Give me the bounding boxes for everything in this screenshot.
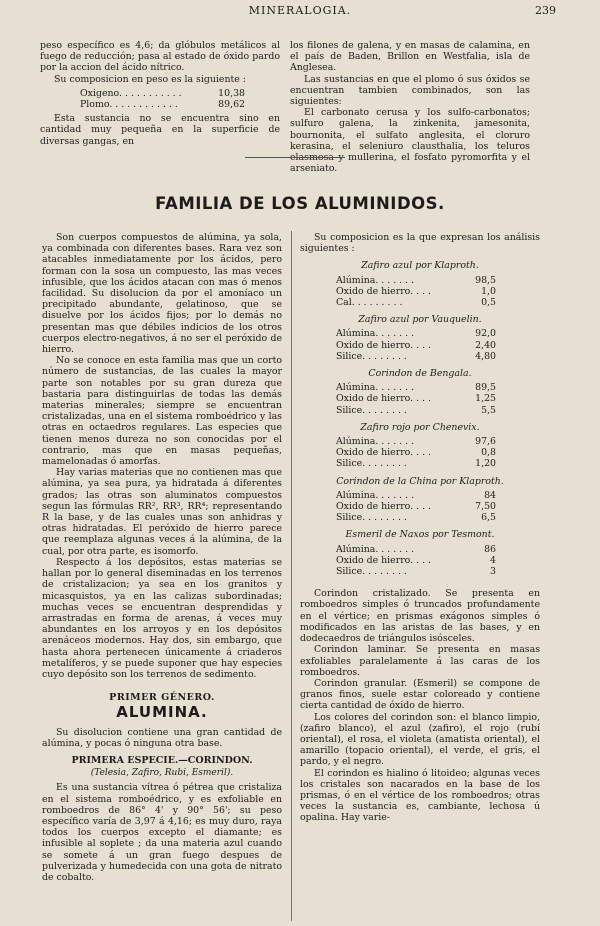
column-rule [291,231,292,921]
table-row: Oxido de hierro. . . . 1,25 [336,393,496,405]
analysis-title: Corindon de Bengala. [368,368,472,380]
paragraph: Su composicion en peso es la siguiente : [54,73,246,85]
top-left-column [40,40,280,147]
analysis-table [336,275,496,309]
table-row: Oxido de hierro. . . . 7,50 [336,501,496,513]
table-row: Plomo. . . . . . . . . . . . 89,62 [80,99,245,111]
table-row: Alúmina. . . . . . . 92,0 [336,328,496,340]
table-row: Silice. . . . . . . . 6,5 [336,512,496,524]
species-synonyms: (Telesia, Zafiro, Rubi, Esmeril). [90,768,234,779]
paragraph: los filones de galena, y en masas de calamina, en el país de Baden, Brillon en Westfalia, isla de Anglesea. [290,40,530,74]
table-row: Oxido de hierro. . . . 4 [336,554,496,566]
paragraph: No se conoce en esta familia mas que un corto número de sustancias, de las cuales la mayor parte son notables por su gran dureza que bastaria para distinguirlas de todas las demás materias minerales; siempre se encuentran cristalizadas, una en el sistema romboédrico y las otras en octaedros regulares. Las especies que tienen menos dureza no son conocidas por el contrario, mas que en masas pequeñas, mamelonadas ó amorfas. [42,355,282,468]
analysis-table [336,490,496,524]
table-row: Oxido de hierro. . . . 1,0 [336,285,496,297]
left-column [42,232,282,883]
section-title: FAMILIA DE LOS ALUMINIDOS. [155,194,445,213]
table-row: Cal. . . . . . . . . 0,5 [336,297,496,309]
table-row: Alúmina. . . . . . . 89,5 [336,382,496,394]
table-row: Oxigeno. . . . . . . . . . . 10,38 [80,87,245,99]
table-row: Alúmina. . . . . . . 97,6 [336,436,496,448]
running-header: MINERALOGIA. [248,4,352,17]
page-number: 239 [535,4,556,17]
table-row: Alúmina. . . . . . . 98,5 [336,274,496,286]
analysis-table [336,436,496,470]
genre-heading: PRIMER GÉNERO. [109,692,215,704]
analysis-table [336,382,496,416]
top-right-column [290,40,530,174]
composition-table [80,88,245,110]
paragraph: Hay varias materias que no contienen mas que alúmina, ya sea pura, ya hidratada á diferentes grados; las otras son aluminatos compuestos segun las fórmulas RR², RR³, RR⁴; representando R la base, y de las cuales unas son anhidras y otras hidratadas. El peróxido de hierro parece que reemplaza algunas veces á la alúmina, de la cual, por otra parte, es isomorfo. [42,467,282,557]
paragraph: Su disolucion contiene una gran cantidad de alúmina, y pocas ó ninguna otra base. [42,726,282,749]
table-row: Oxido de hierro. . . . 0,8 [336,447,496,459]
paragraph: Corindon cristalizado. Se presenta en romboedros simples ó truncados profundamente en el vértice; en prismas exágonos simples ó modificados en las aristas de las bases, y en dodecaedros de triángulos isósceles. [300,588,540,645]
table-row: Silice. . . . . . . . 1,20 [336,458,496,470]
paragraph: El corindon es hialino ó litoideo; algunas veces los cristales son nacarados en la base de los prismas, ó en el vértice de los romboedros; otras veces la sustancia es, cambiante, lechosa ú opalina. Hay varie- [300,767,540,824]
table-row: Oxido de hierro. . . . 2,40 [336,339,496,351]
analysis-title: Zafiro rojo por Chenevix. [360,421,480,433]
paragraph: Corindon laminar. Se presenta en masas exfoliables paralelamente á las caras de los romboedros. [300,644,540,678]
analysis-table [336,328,496,362]
species-heading: PRIMERA ESPECIE.—CORINDON. [71,754,253,766]
analysis-table [336,544,496,578]
paragraph: Son cuerpos compuestos de alúmina, ya sola, ya combinada con diferentes bases. Rara vez son atacables inmediatamente por los ácidos, pero forman con la sosa un compuesto, las mas veces infusible, que los ácidos atacan con mas ó menos facilidad. Su disolucion da por el amoníaco un precipitado abundante, gelatinoso, que se disuelve por los ácidos fijos; por lo demás no presentan mas que débiles indicios de los otros cuerpos electro-negativos, á no ser el peróxido de hierro. [42,232,282,356]
genre-title: ALUMINA. [116,703,208,722]
table-row: Silice. . . . . . . . 3 [336,566,496,578]
analysis-title: Zafiro azul por Vauquelin. [358,314,482,326]
paragraph: Es una sustancia vítrea ó pétrea que cristaliza en el sistema romboédrico, y es exfoliable en romboedros de 86° 4' y 90° 56'; su peso específico varía de 3,97 á 4,16; es muy duro, raya todos los cuerpos excepto el diamante; es infusible al soplete ; da una materia azul cuando se somete á un gran fuego despues de pulverizada y humedecida con una gota de nitrato de cobalto. [42,782,282,883]
analysis-title: Corindon de la China por Klaproth. [336,475,504,487]
paragraph: Corindon granular. (Esmeril) se compone de granos finos, suele estar coloreado y contiene cierta cantidad de óxido de hierro. [300,677,540,712]
right-column [300,232,540,824]
analysis-title: Esmeril de Naxos por Tesmont. [345,529,495,541]
paragraph: Esta sustancia no se encuentra sino en cantidad muy pequeña en la superficie de diversas gangas, en [40,113,280,147]
analysis-title: Zafiro azul por Klaproth. [361,260,479,272]
table-row: Alúmina. . . . . . . 86 [336,543,496,555]
table-row: Silice. . . . . . . . 5,5 [336,404,496,416]
table-row: Silice. . . . . . . . 4,80 [336,350,496,362]
paragraph: Las sustancias en que el plomo ó sus óxidos se encuentran tambien combinados, son las siguientes: [290,73,530,108]
paragraph: peso específico es 4,6; da glóbulos metálicos al fuego de reducción; pasa al estado de óxido pardo por la accion del ácido nítrico. [40,40,280,74]
paragraph: El carbonato cerusa y los sulfo-carbonatos; sulfuro galena, la zinkenita, jamesonita, bournonita, el sulfato anglesita, el cloruro kerasina, el seleniuro clausthalia, los teluros elasmosa y mullerina, el fosfato pyromorfita y el arseniato. [290,107,530,175]
table-row: Alúmina. . . . . . . 84 [336,489,496,501]
section-divider [245,157,345,158]
paragraph: Los colores del corindon son: el blanco limpio, (zafiro blanco), el azul (zafiro), el rojo (rubí oriental), el rosa, el violeta (amatista oriental), el amarillo (topacio oriental), el verde, el gris, el pardo, y el negro. [300,711,540,768]
paragraph: Respecto á los depósitos, estas materias se hallan por lo general diseminadas en los terrenos de cristalizacion; ya sea en los granitos y micasquistos, ya en las calizas subordinadas; muchas veces se encuentran desprendidas y arrastradas en forma de arenas, á veces muy abundantes en los arroyos y en los depósitos arenáceos modernos. Hay dos, sin embargo, que hasta ahora pertenecen únicamente á criaderos metalíferos, y se puede suponer que hay especies cuyo depósito son los terrenos de sedimento. [42,556,282,680]
paragraph: Su composicion es la que expresan los análisis siguientes : [300,232,540,255]
